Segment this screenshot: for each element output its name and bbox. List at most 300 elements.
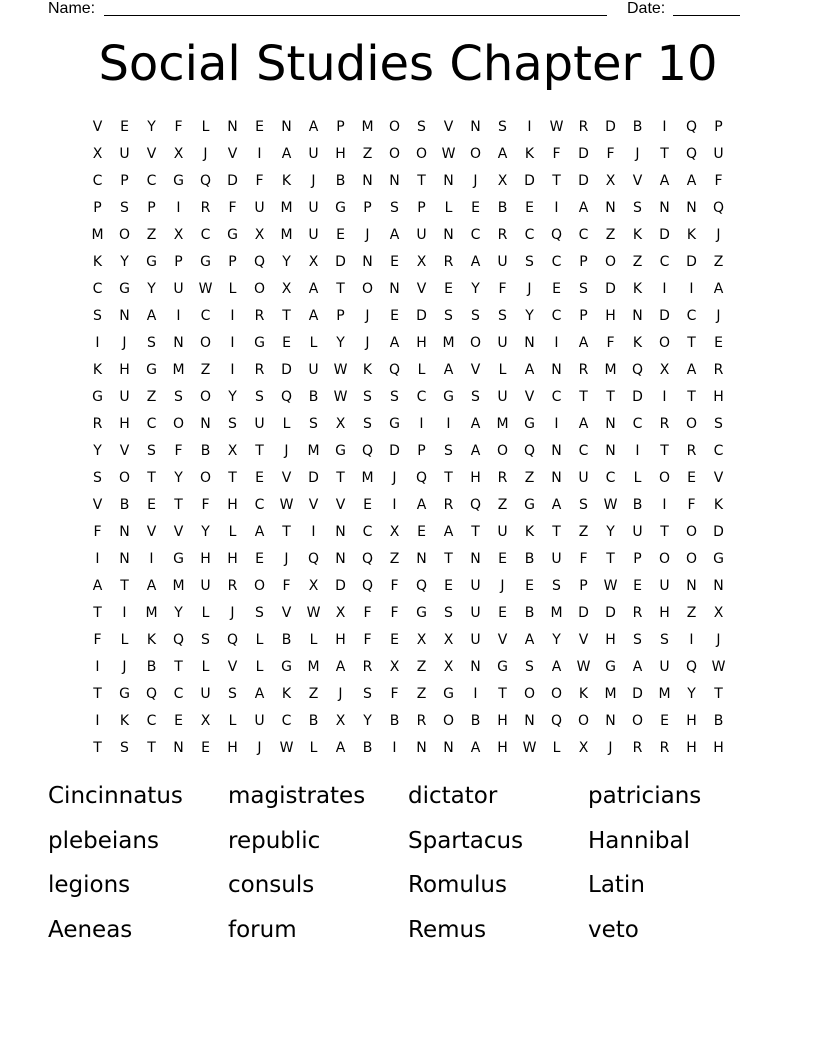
grid-letter: J: [635, 146, 640, 162]
grid-letter: P: [228, 254, 237, 270]
grid-letter: J: [527, 281, 532, 297]
grid-letter: B: [308, 713, 319, 729]
grid-letter: X: [659, 362, 670, 378]
grid-letter: K: [632, 335, 643, 351]
grid-letter: Q: [469, 497, 482, 513]
grid-letter: S: [228, 416, 237, 432]
grid-letter: L: [552, 740, 561, 756]
grid-letter: U: [119, 389, 130, 405]
grid-letter: E: [390, 254, 399, 270]
grid-letter: D: [308, 470, 319, 486]
grid-letter: G: [173, 551, 184, 567]
grid-letter: W: [279, 497, 294, 513]
grid-letter: D: [578, 173, 589, 189]
grid-letter: J: [716, 308, 721, 324]
grid-letter: X: [308, 578, 319, 594]
grid-letter: R: [416, 713, 427, 729]
grid-letter: A: [389, 335, 400, 351]
grid-letter: H: [713, 740, 724, 756]
grid-letter: L: [228, 713, 237, 729]
grid-letter: H: [335, 146, 346, 162]
grid-letter: C: [686, 308, 697, 324]
grid-letter: E: [525, 578, 534, 594]
grid-letter: G: [281, 659, 292, 675]
grid-letter: W: [279, 740, 294, 756]
grid-letter: A: [443, 362, 454, 378]
grid-letter: S: [390, 389, 399, 405]
grid-letter: R: [254, 362, 265, 378]
grid-letter: J: [500, 578, 505, 594]
grid-letter: Q: [199, 173, 212, 189]
grid-letter: T: [444, 551, 453, 567]
grid-letter: A: [686, 173, 697, 189]
grid-letter: S: [579, 497, 588, 513]
grid-letter: P: [714, 119, 723, 135]
grid-letter: T: [498, 686, 507, 702]
grid-letter: A: [254, 686, 265, 702]
grid-letter: S: [552, 578, 561, 594]
grid-letter: Q: [361, 578, 374, 594]
grid-letter: Y: [174, 470, 183, 486]
grid-letter: I: [176, 200, 181, 216]
grid-letter: E: [390, 632, 399, 648]
grid-letter: G: [443, 389, 454, 405]
grid-letter: O: [199, 389, 212, 405]
grid-letter: C: [92, 173, 103, 189]
grid-letter: T: [255, 443, 264, 459]
grid-letter: S: [525, 659, 534, 675]
grid-letter: Y: [687, 686, 696, 702]
grid-letter: E: [363, 497, 372, 513]
grid-letter: C: [659, 254, 670, 270]
grid-letter: U: [308, 200, 319, 216]
grid-letter: B: [281, 632, 292, 648]
grid-letter: I: [446, 416, 451, 432]
grid-letter: W: [603, 497, 618, 513]
grid-letter: U: [659, 659, 670, 675]
grid-letter: L: [309, 335, 318, 351]
grid-letter: D: [227, 173, 238, 189]
grid-row: [84, 519, 732, 546]
grid-letter: W: [522, 740, 537, 756]
grid-letter: O: [496, 443, 509, 459]
grid-letter: L: [417, 362, 426, 378]
grid-letter: E: [417, 524, 426, 540]
grid-letter: K: [92, 254, 103, 270]
grid-letter: O: [658, 335, 671, 351]
grid-letter: R: [443, 497, 454, 513]
grid-letter: N: [551, 362, 562, 378]
grid-letter: G: [92, 389, 103, 405]
grid-letter: M: [496, 416, 509, 432]
date-blank-line: [673, 15, 740, 16]
grid-letter: N: [524, 713, 535, 729]
grid-letter: N: [605, 200, 616, 216]
grid-row: [84, 222, 732, 249]
grid-letter: Y: [552, 632, 561, 648]
grid-letter: Q: [253, 254, 266, 270]
grid-letter: P: [579, 254, 588, 270]
grid-letter: E: [255, 551, 264, 567]
grid-letter: F: [552, 146, 561, 162]
grid-letter: J: [365, 335, 370, 351]
grid-letter: U: [200, 578, 211, 594]
grid-row: [84, 546, 732, 573]
grid-letter: A: [470, 740, 481, 756]
grid-letter: P: [363, 200, 372, 216]
grid-letter: F: [390, 686, 399, 702]
grid-letter: E: [552, 281, 561, 297]
grid-row: [84, 303, 732, 330]
grid-letter: T: [552, 524, 561, 540]
grid-row: [84, 681, 732, 708]
grid-letter: G: [119, 686, 130, 702]
grid-letter: V: [497, 632, 508, 648]
grid-letter: C: [578, 227, 589, 243]
grid-letter: C: [254, 497, 265, 513]
grid-letter: L: [498, 362, 507, 378]
grid-letter: G: [227, 227, 238, 243]
grid-letter: Y: [471, 281, 480, 297]
grid-letter: W: [333, 362, 348, 378]
grid-letter: N: [551, 470, 562, 486]
grid-letter: G: [524, 497, 535, 513]
date-label: Date:: [627, 0, 666, 17]
grid-letter: H: [335, 632, 346, 648]
grid-letter: H: [200, 551, 211, 567]
grid-letter: W: [306, 605, 321, 621]
grid-letter: A: [686, 362, 697, 378]
grid-letter: U: [551, 551, 562, 567]
grid-letter: G: [119, 281, 130, 297]
grid-letter: T: [606, 551, 615, 567]
grid-letter: Y: [201, 524, 210, 540]
grid-letter: H: [119, 416, 130, 432]
grid-letter: V: [92, 497, 103, 513]
grid-letter: J: [338, 686, 343, 702]
grid-letter: V: [578, 632, 589, 648]
grid-letter: I: [662, 281, 667, 297]
grid-letter: S: [390, 200, 399, 216]
grid-letter: R: [632, 740, 643, 756]
grid-row: [84, 249, 732, 276]
grid-letter: O: [118, 470, 131, 486]
grid-letter: E: [120, 119, 129, 135]
grid-letter: O: [550, 686, 563, 702]
grid-letter: T: [687, 389, 696, 405]
grid-letter: Q: [361, 551, 374, 567]
grid-letter: L: [228, 524, 237, 540]
word-list-item: Remus: [408, 916, 487, 943]
grid-letter: T: [579, 389, 588, 405]
grid-row: [84, 465, 732, 492]
grid-letter: Y: [120, 254, 129, 270]
grid-letter: X: [713, 605, 724, 621]
grid-letter: T: [336, 281, 345, 297]
grid-letter: C: [362, 524, 373, 540]
grid-letter: N: [362, 254, 373, 270]
grid-letter: Z: [416, 659, 427, 675]
grid-letter: E: [282, 335, 291, 351]
grid-letter: G: [146, 254, 157, 270]
grid-letter: F: [174, 119, 183, 135]
grid-letter: D: [335, 254, 346, 270]
grid-row: [84, 735, 732, 762]
grid-row: [84, 573, 732, 600]
grid-letter: F: [255, 173, 264, 189]
grid-letter: R: [686, 443, 697, 459]
grid-letter: A: [524, 362, 535, 378]
grid-letter: S: [255, 389, 264, 405]
grid-letter: H: [605, 308, 616, 324]
grid-letter: X: [200, 713, 211, 729]
grid-letter: D: [713, 524, 724, 540]
grid-letter: B: [335, 173, 346, 189]
grid-letter: Z: [416, 686, 427, 702]
grid-letter: B: [524, 551, 535, 567]
grid-letter: P: [93, 200, 102, 216]
grid-letter: I: [689, 281, 694, 297]
grid-letter: Y: [147, 281, 156, 297]
grid-letter: M: [280, 200, 293, 216]
grid-letter: N: [119, 524, 130, 540]
grid-letter: Y: [147, 119, 156, 135]
grid-letter: K: [524, 146, 535, 162]
grid-letter: V: [92, 119, 103, 135]
word-list-item: Spartacus: [408, 827, 524, 854]
grid-letter: H: [686, 740, 697, 756]
grid-letter: N: [470, 659, 481, 675]
grid-letter: S: [444, 308, 453, 324]
grid-letter: X: [605, 173, 616, 189]
grid-letter: H: [227, 740, 238, 756]
grid-letter: V: [524, 389, 535, 405]
grid-letter: Z: [146, 389, 157, 405]
grid-letter: T: [714, 686, 723, 702]
grid-letter: O: [253, 281, 266, 297]
grid-letter: A: [308, 281, 319, 297]
grid-letter: J: [365, 308, 370, 324]
word-list-item: veto: [588, 916, 639, 943]
word-list-item: Romulus: [408, 872, 507, 898]
name-label: Name:: [48, 0, 96, 17]
grid-letter: C: [146, 713, 157, 729]
grid-letter: L: [255, 659, 264, 675]
grid-letter: M: [361, 470, 374, 486]
grid-letter: X: [443, 659, 454, 675]
grid-letter: G: [173, 173, 184, 189]
grid-letter: C: [551, 254, 562, 270]
grid-letter: H: [227, 551, 238, 567]
grid-letter: B: [524, 605, 535, 621]
grid-letter: D: [389, 443, 400, 459]
grid-letter: Z: [605, 227, 616, 243]
word-list-item: Aeneas: [48, 916, 133, 943]
grid-letter: R: [578, 119, 589, 135]
word-search-grid: [84, 114, 732, 762]
grid-letter: X: [389, 659, 400, 675]
grid-letter: S: [579, 281, 588, 297]
grid-letter: S: [525, 254, 534, 270]
grid-letter: E: [687, 470, 696, 486]
grid-letter: S: [444, 443, 453, 459]
grid-letter: I: [662, 497, 667, 513]
grid-letter: L: [228, 281, 237, 297]
grid-letter: T: [228, 470, 237, 486]
grid-letter: Z: [389, 551, 400, 567]
grid-letter: L: [309, 740, 318, 756]
grid-letter: J: [257, 740, 262, 756]
grid-letter: M: [550, 605, 563, 621]
grid-letter: K: [578, 686, 589, 702]
grid-letter: T: [471, 524, 480, 540]
grid-letter: V: [281, 470, 292, 486]
grid-letter: X: [578, 740, 589, 756]
grid-letter: E: [444, 281, 453, 297]
grid-letter: H: [659, 605, 670, 621]
grid-letter: B: [308, 389, 319, 405]
grid-letter: G: [335, 200, 346, 216]
grid-letter: J: [608, 740, 613, 756]
grid-letter: C: [146, 173, 157, 189]
grid-letter: E: [444, 578, 453, 594]
grid-letter: R: [254, 308, 265, 324]
grid-letter: D: [632, 686, 643, 702]
grid-letter: E: [633, 578, 642, 594]
grid-letter: E: [525, 200, 534, 216]
grid-letter: C: [173, 686, 184, 702]
grid-letter: W: [576, 659, 591, 675]
grid-letter: S: [309, 416, 318, 432]
grid-letter: T: [552, 173, 561, 189]
grid-letter: X: [227, 443, 238, 459]
grid-letter: O: [442, 713, 455, 729]
grid-letter: O: [388, 119, 401, 135]
grid-letter: D: [335, 578, 346, 594]
grid-letter: Q: [226, 632, 239, 648]
grid-letter: S: [471, 308, 480, 324]
grid-letter: J: [230, 605, 235, 621]
grid-letter: K: [362, 362, 373, 378]
grid-letter: K: [632, 227, 643, 243]
grid-letter: N: [416, 551, 427, 567]
grid-letter: T: [660, 146, 669, 162]
grid-letter: N: [713, 578, 724, 594]
grid-letter: U: [308, 362, 319, 378]
grid-letter: I: [662, 389, 667, 405]
grid-letter: S: [633, 632, 642, 648]
grid-letter: E: [147, 497, 156, 513]
grid-letter: Q: [307, 551, 320, 567]
grid-letter: J: [203, 146, 208, 162]
grid-letter: Z: [146, 227, 157, 243]
grid-letter: O: [685, 551, 698, 567]
grid-letter: N: [173, 335, 184, 351]
grid-letter: V: [632, 173, 643, 189]
grid-letter: F: [363, 632, 372, 648]
grid-letter: G: [713, 551, 724, 567]
grid-letter: N: [686, 200, 697, 216]
grid-letter: L: [633, 470, 642, 486]
grid-letter: K: [632, 281, 643, 297]
grid-letter: E: [201, 740, 210, 756]
grid-letter: I: [95, 335, 100, 351]
grid-letter: G: [254, 335, 265, 351]
grid-letter: U: [497, 524, 508, 540]
grid-letter: E: [660, 713, 669, 729]
grid-letter: T: [93, 740, 102, 756]
grid-letter: V: [146, 146, 157, 162]
grid-letter: O: [469, 146, 482, 162]
grid-letter: W: [198, 281, 213, 297]
grid-row: [84, 384, 732, 411]
grid-letter: P: [417, 443, 426, 459]
grid-letter: G: [200, 254, 211, 270]
grid-letter: U: [497, 335, 508, 351]
grid-letter: X: [335, 713, 346, 729]
grid-letter: O: [415, 146, 428, 162]
grid-letter: A: [92, 578, 103, 594]
grid-letter: C: [578, 443, 589, 459]
grid-row: [84, 168, 732, 195]
grid-letter: X: [281, 281, 292, 297]
grid-letter: N: [443, 173, 454, 189]
grid-letter: I: [662, 119, 667, 135]
page-title: Social Studies Chapter 10: [98, 36, 718, 92]
grid-letter: Q: [523, 443, 536, 459]
grid-letter: S: [714, 416, 723, 432]
grid-letter: G: [146, 362, 157, 378]
grid-letter: S: [93, 308, 102, 324]
grid-letter: U: [173, 281, 184, 297]
grid-letter: O: [253, 578, 266, 594]
grid-letter: K: [686, 227, 697, 243]
grid-letter: A: [281, 146, 292, 162]
grid-letter: S: [201, 632, 210, 648]
grid-letter: S: [174, 389, 183, 405]
grid-letter: F: [390, 578, 399, 594]
grid-letter: U: [119, 146, 130, 162]
grid-letter: H: [497, 740, 508, 756]
grid-letter: F: [606, 335, 615, 351]
grid-letter: G: [416, 605, 427, 621]
grid-letter: F: [687, 497, 696, 513]
grid-letter: J: [284, 443, 289, 459]
grid-letter: L: [201, 119, 210, 135]
grid-row: [84, 357, 732, 384]
grid-letter: C: [281, 713, 292, 729]
grid-letter: Q: [631, 362, 644, 378]
grid-letter: O: [631, 713, 644, 729]
grid-letter: D: [281, 362, 292, 378]
grid-letter: I: [95, 551, 100, 567]
grid-letter: N: [524, 335, 535, 351]
grid-letter: U: [308, 227, 319, 243]
grid-letter: I: [230, 362, 235, 378]
grid-letter: M: [442, 335, 455, 351]
grid-row: [84, 600, 732, 627]
grid-letter: C: [713, 443, 724, 459]
grid-letter: V: [227, 146, 238, 162]
grid-letter: N: [416, 740, 427, 756]
grid-letter: A: [470, 254, 481, 270]
grid-letter: M: [145, 605, 158, 621]
grid-letter: O: [604, 254, 617, 270]
grid-letter: U: [659, 578, 670, 594]
grid-letter: V: [119, 443, 130, 459]
grid-letter: S: [660, 632, 669, 648]
word-list-item: consuls: [228, 872, 315, 898]
